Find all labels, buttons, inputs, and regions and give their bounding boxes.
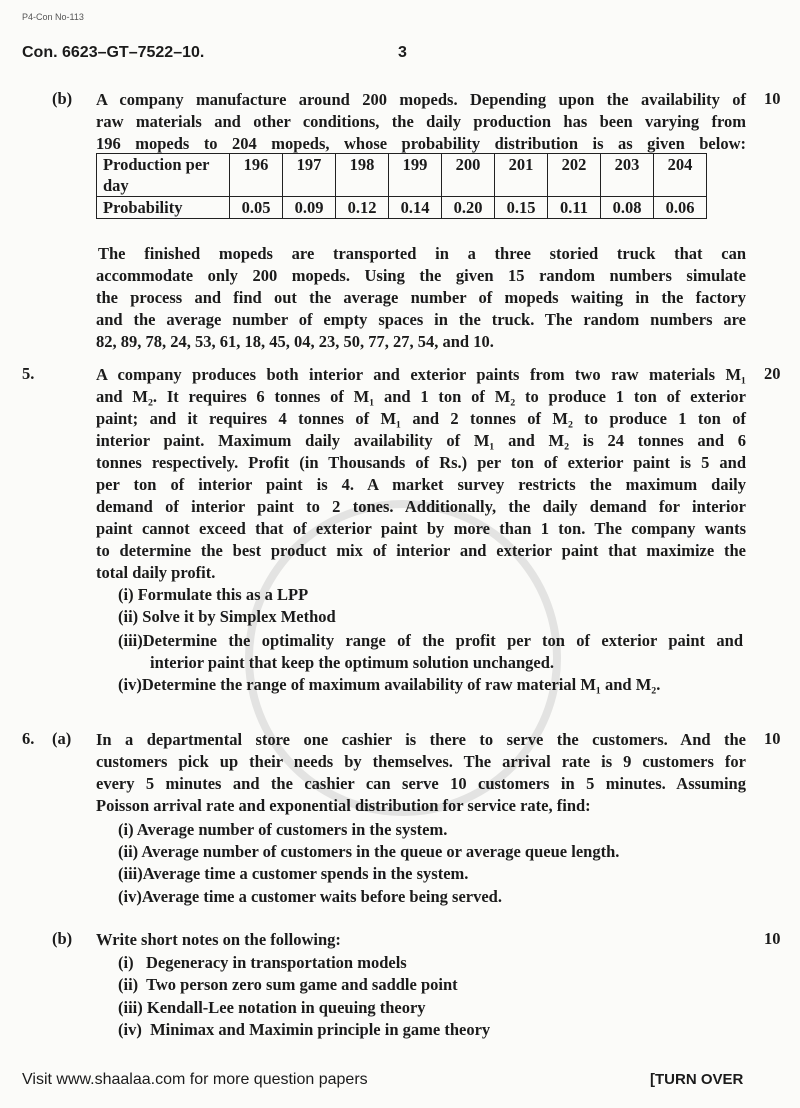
text-line: In a departmental store one cashier is there to serve the customers. And the	[96, 730, 746, 749]
sub-question: interior paint that keep the optimum solution unchanged.	[150, 653, 554, 672]
question-label: (b)	[52, 929, 73, 948]
table-cell: 200	[442, 154, 495, 197]
table-row	[97, 154, 707, 197]
text-line: 196 mopeds to 204 mopeds, whose probability distribution is as given below:	[96, 134, 746, 153]
text-line: Poisson arrival rate and exponential distribution for service rate, find:	[96, 796, 591, 815]
footer-link-text: Visit www.shaalaa.com for more question papers	[22, 1071, 368, 1088]
question-number: 6.	[22, 729, 35, 748]
sub-question: (iv) Minimax and Maximin principle in game theory	[118, 1020, 491, 1039]
text-line: Write short notes on the following:	[96, 930, 341, 949]
marks: 20	[764, 364, 781, 383]
table-cell: 0.12	[336, 197, 389, 219]
q6b-intro	[96, 929, 746, 951]
text-line: paint; and it requires 4 tonnes of M₁ and 2 tonnes of M₂ to produce 1 ton of	[96, 409, 746, 428]
sub-question: (iv)Average time a customer waits before being served.	[118, 887, 502, 906]
q4b-body	[96, 243, 746, 353]
row-header: Production per day	[97, 154, 230, 197]
table-cell: 0.11	[548, 197, 601, 219]
table-cell: 203	[601, 154, 654, 197]
text-line: The finished mopeds are transported in a three storied truck that can	[98, 244, 746, 263]
sub-question: (ii) Average number of customers in the queue or average queue length.	[118, 842, 620, 861]
sub-question: (ii) Solve it by Simplex Method	[118, 607, 336, 626]
text-line: 82, 89, 78, 24, 53, 61, 18, 45, 04, 23, 50, 77, 27, 54, and 10.	[96, 332, 494, 351]
sub-question: (i) Average number of customers in the system.	[118, 820, 448, 839]
table-cell: 196	[230, 154, 283, 197]
table-cell: 198	[336, 154, 389, 197]
text-line: the process and find out the average number of mopeds waiting in the factory	[96, 288, 746, 307]
sub-question: (iii) Kendall-Lee notation in queuing theory	[118, 998, 426, 1017]
page-number: 3	[398, 44, 407, 61]
text-line: tonnes respectively. Profit (in Thousands of Rs.) per ton of exterior paint is 5 and	[96, 453, 746, 472]
text-line: accommodate only 200 mopeds. Using the given 15 random numbers simulate	[96, 266, 746, 285]
table-cell: 202	[548, 154, 601, 197]
text-line: paint cannot exceed that of exterior paint by more than 1 ton. The company wants	[96, 519, 746, 538]
sub-question: (i) Formulate this as a LPP	[118, 585, 309, 604]
table-cell: 0.15	[495, 197, 548, 219]
paper-code: Con. 6623–GT–7522–10.	[22, 44, 205, 61]
text-line: every 5 minutes and the cashier can serve 10 customers in 5 minutes. Assuming	[96, 774, 746, 793]
marks: 10	[764, 729, 781, 748]
text-line: raw materials and other conditions, the daily production has been varying from	[96, 112, 746, 131]
table-cell: 199	[389, 154, 442, 197]
sub-question: (i) Degeneracy in transportation models	[118, 953, 407, 972]
table-cell: 0.08	[601, 197, 654, 219]
text-line: A company produces both interior and exterior paints from two raw materials M₁	[96, 365, 746, 384]
q5-body	[96, 364, 746, 584]
table-cell: 0.06	[654, 197, 707, 219]
sub-question: (iv)Determine the range of maximum availability of raw material M₁ and M₂.	[118, 675, 661, 694]
question-label: (a)	[52, 729, 72, 748]
q4b-intro	[96, 89, 746, 155]
table-cell: 0.14	[389, 197, 442, 219]
text-line: per ton of interior paint is 4. A market survey restricts the maximum daily	[96, 475, 746, 494]
question-number: 5.	[22, 364, 35, 383]
sub-question: (ii) Two person zero sum game and saddle point	[118, 975, 458, 994]
text-line: to determine the best product mix of interior and exterior paint that maximize the	[96, 541, 746, 560]
q6a-body	[96, 729, 746, 817]
question-label: (b)	[52, 89, 73, 108]
table-row	[97, 197, 707, 219]
table-cell: 204	[654, 154, 707, 197]
sub-question: (iii)Determine the optimality range of the profit per ton of exterior paint and	[118, 631, 743, 650]
table-cell: 0.20	[442, 197, 495, 219]
table-cell: 0.05	[230, 197, 283, 219]
marks: 10	[764, 929, 781, 948]
text-line: customers pick up their needs by themselves. The arrival rate is 9 customers for	[96, 752, 746, 771]
text-line: total daily profit.	[96, 563, 216, 582]
turn-over-label: [TURN OVER	[650, 1071, 744, 1088]
table-cell: 197	[283, 154, 336, 197]
row-header: Probability	[97, 197, 230, 219]
text-line: A company manufacture around 200 mopeds. Depending upon the availability of	[96, 90, 746, 109]
sub-question: (iii)Average time a customer spends in the system.	[118, 864, 469, 883]
text-line: interior paint. Maximum daily availability of M₁ and M₂ is 24 tonnes and 6	[96, 431, 746, 450]
text-line: demand of interior paint to 2 tones. Additionally, the daily demand for interior	[96, 497, 746, 516]
probability-table	[96, 153, 707, 219]
marks: 10	[764, 89, 781, 108]
reference-number: P4-Con No-113	[22, 12, 84, 22]
text-line: and M₂. It requires 6 tonnes of M₁ and 1 ton of M₂ to produce 1 ton of exterior	[96, 387, 746, 406]
table-cell: 0.09	[283, 197, 336, 219]
table-cell: 201	[495, 154, 548, 197]
text-line: and the average number of empty spaces in the truck. The random numbers are	[96, 310, 746, 329]
